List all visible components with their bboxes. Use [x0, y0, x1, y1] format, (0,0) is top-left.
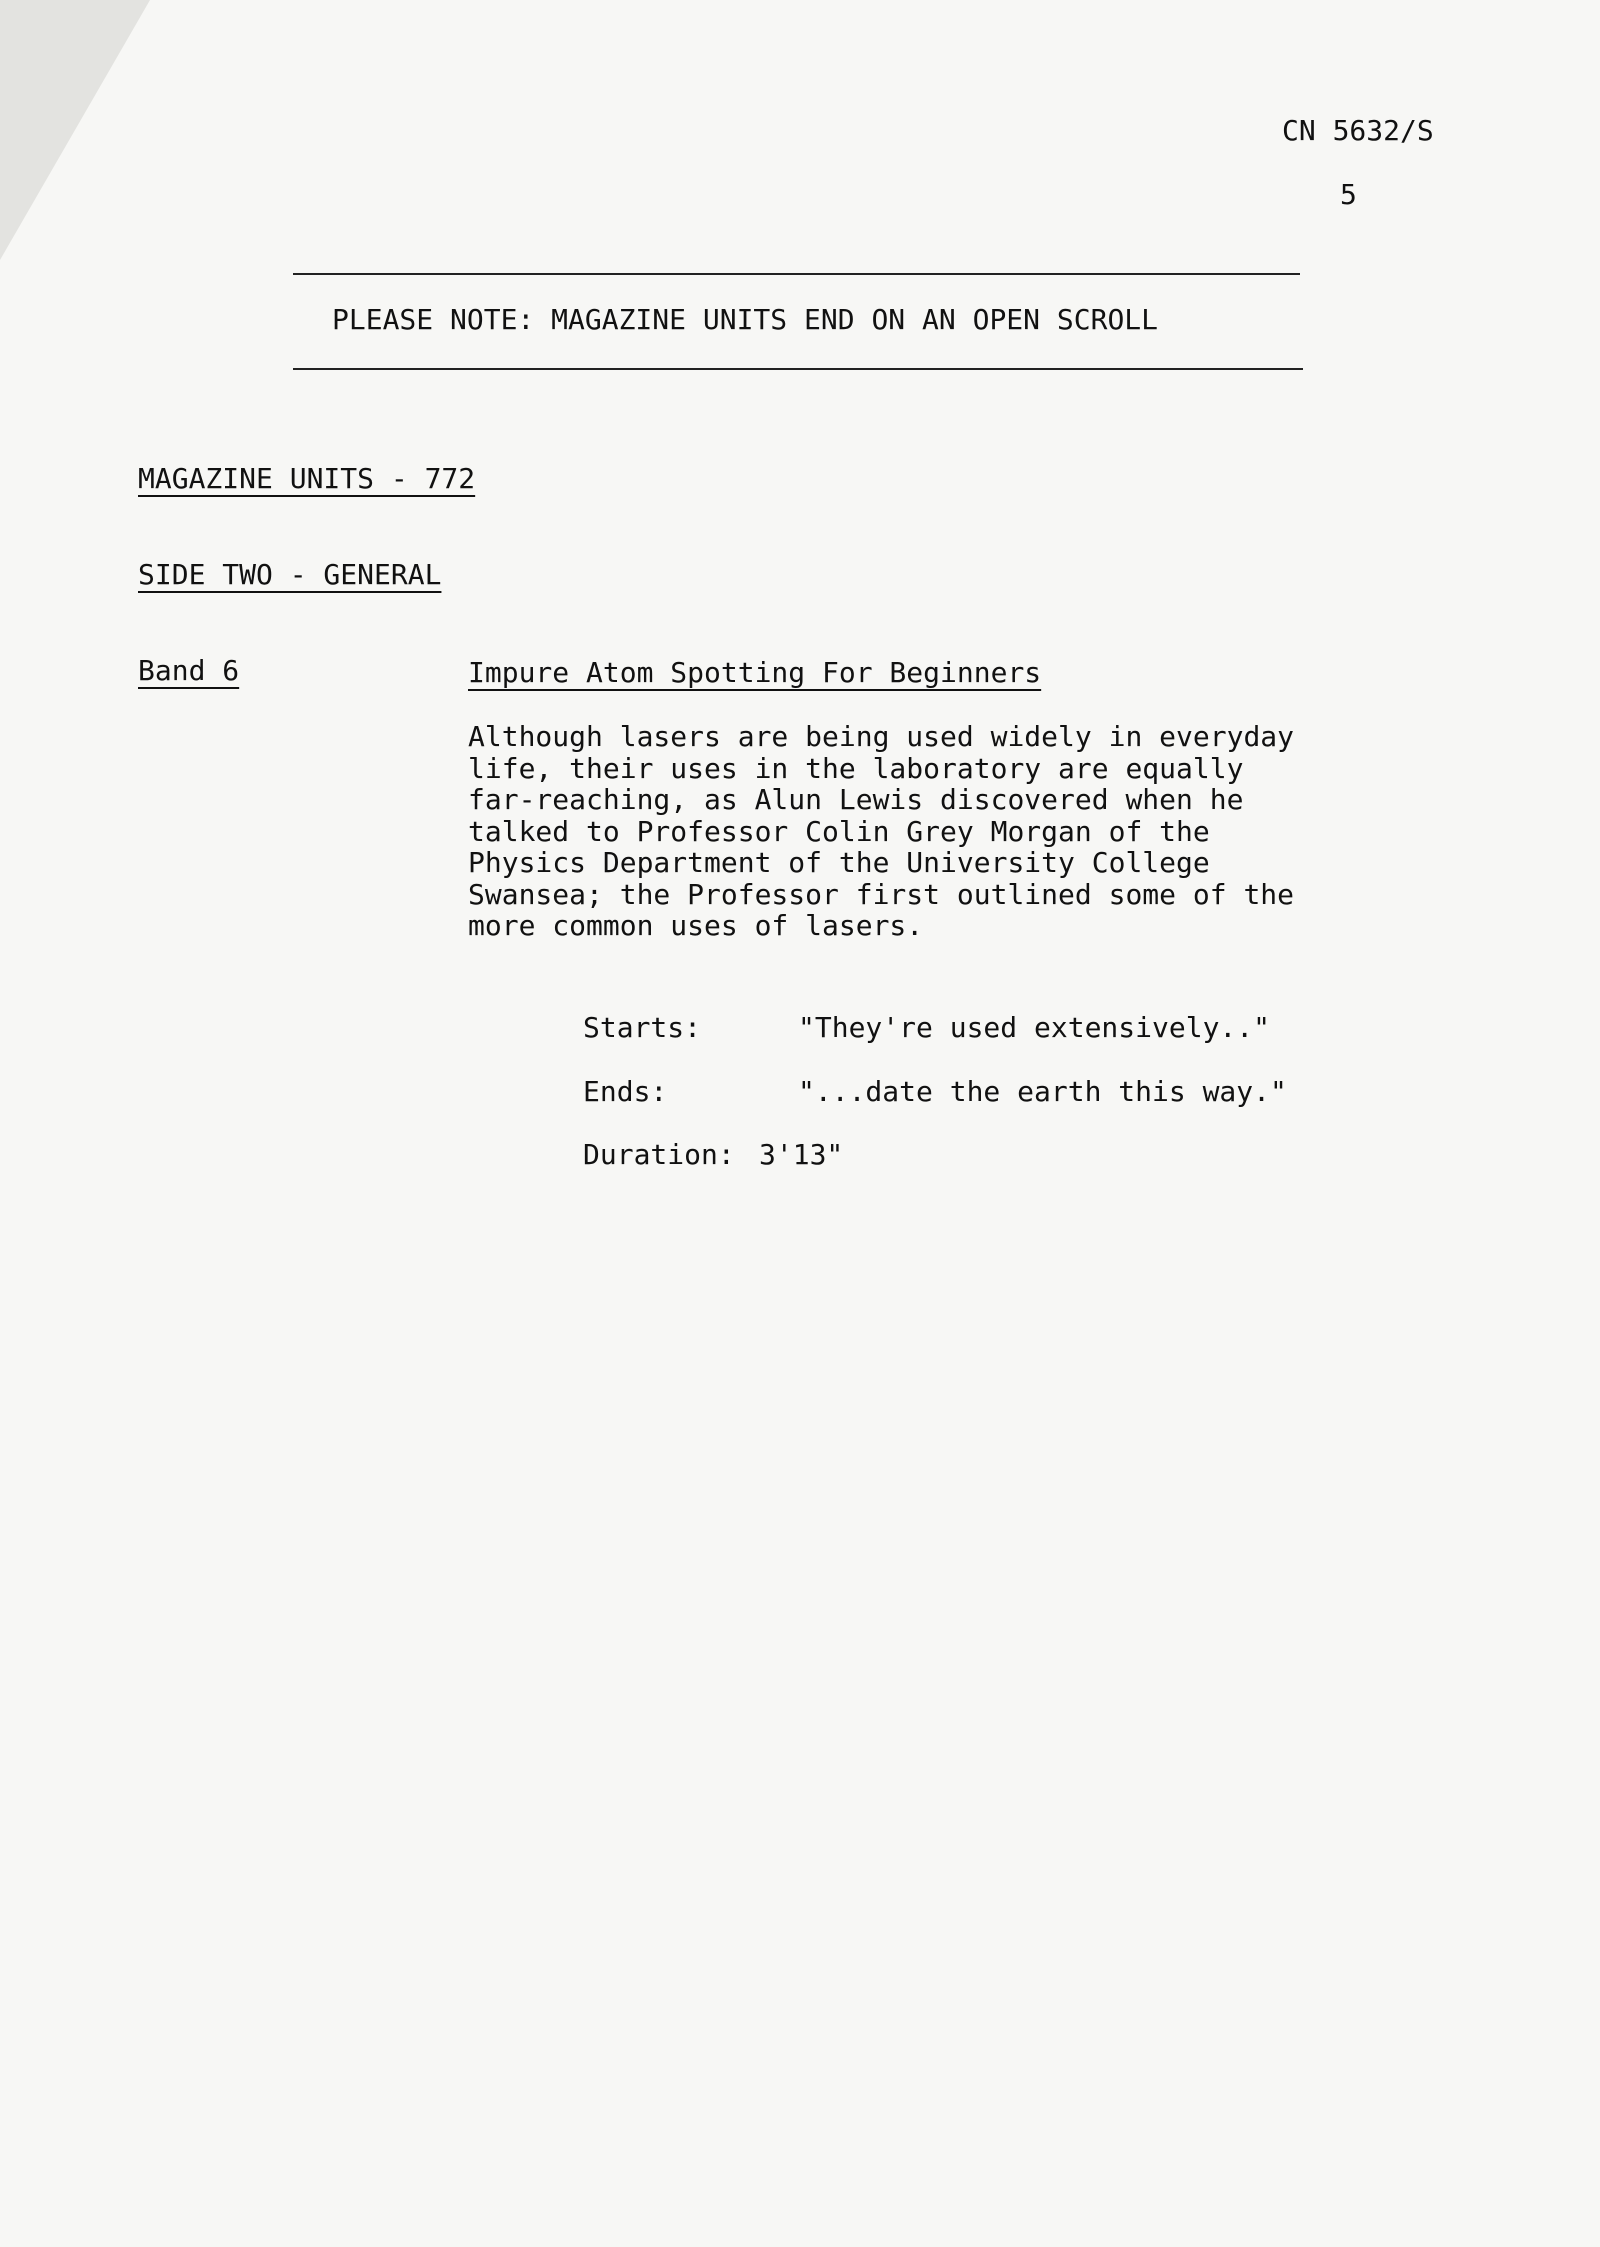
notice-text: PLEASE NOTE: MAGAZINE UNITS END ON AN OPEN SCROLL: [332, 303, 1159, 336]
folded-corner: [0, 0, 150, 260]
side-heading: SIDE TWO - GENERAL: [138, 558, 442, 591]
ends-label: Ends:: [583, 1075, 668, 1108]
ends-value: "...date the earth this way.": [798, 1075, 1287, 1108]
band-description: Although lasers are being used widely in everyday life, their uses in the laboratory are equally far-reaching, as Alun Lewis discovered when he talked to Professor Colin Grey Morgan of the Physics Department of the University College Swansea; the Professor first outlined some of the more common uses of lasers.: [468, 720, 1295, 942]
duration-value: 3'13": [759, 1138, 844, 1171]
starts-value: "They're used extensively..": [798, 1011, 1271, 1044]
magazine-units-heading: MAGAZINE UNITS - 772: [138, 462, 476, 495]
starts-label: Starts:: [583, 1011, 702, 1044]
band-title: Impure Atom Spotting For Beginners: [468, 656, 1042, 689]
band-label: Band 6: [138, 654, 240, 687]
reference-code: CN 5632/S: [1282, 114, 1434, 147]
page-number: 5: [1340, 178, 1357, 211]
notice-bottom-rule: [293, 368, 1303, 370]
duration-label: Duration:: [583, 1138, 735, 1171]
notice-top-rule: [293, 273, 1300, 275]
